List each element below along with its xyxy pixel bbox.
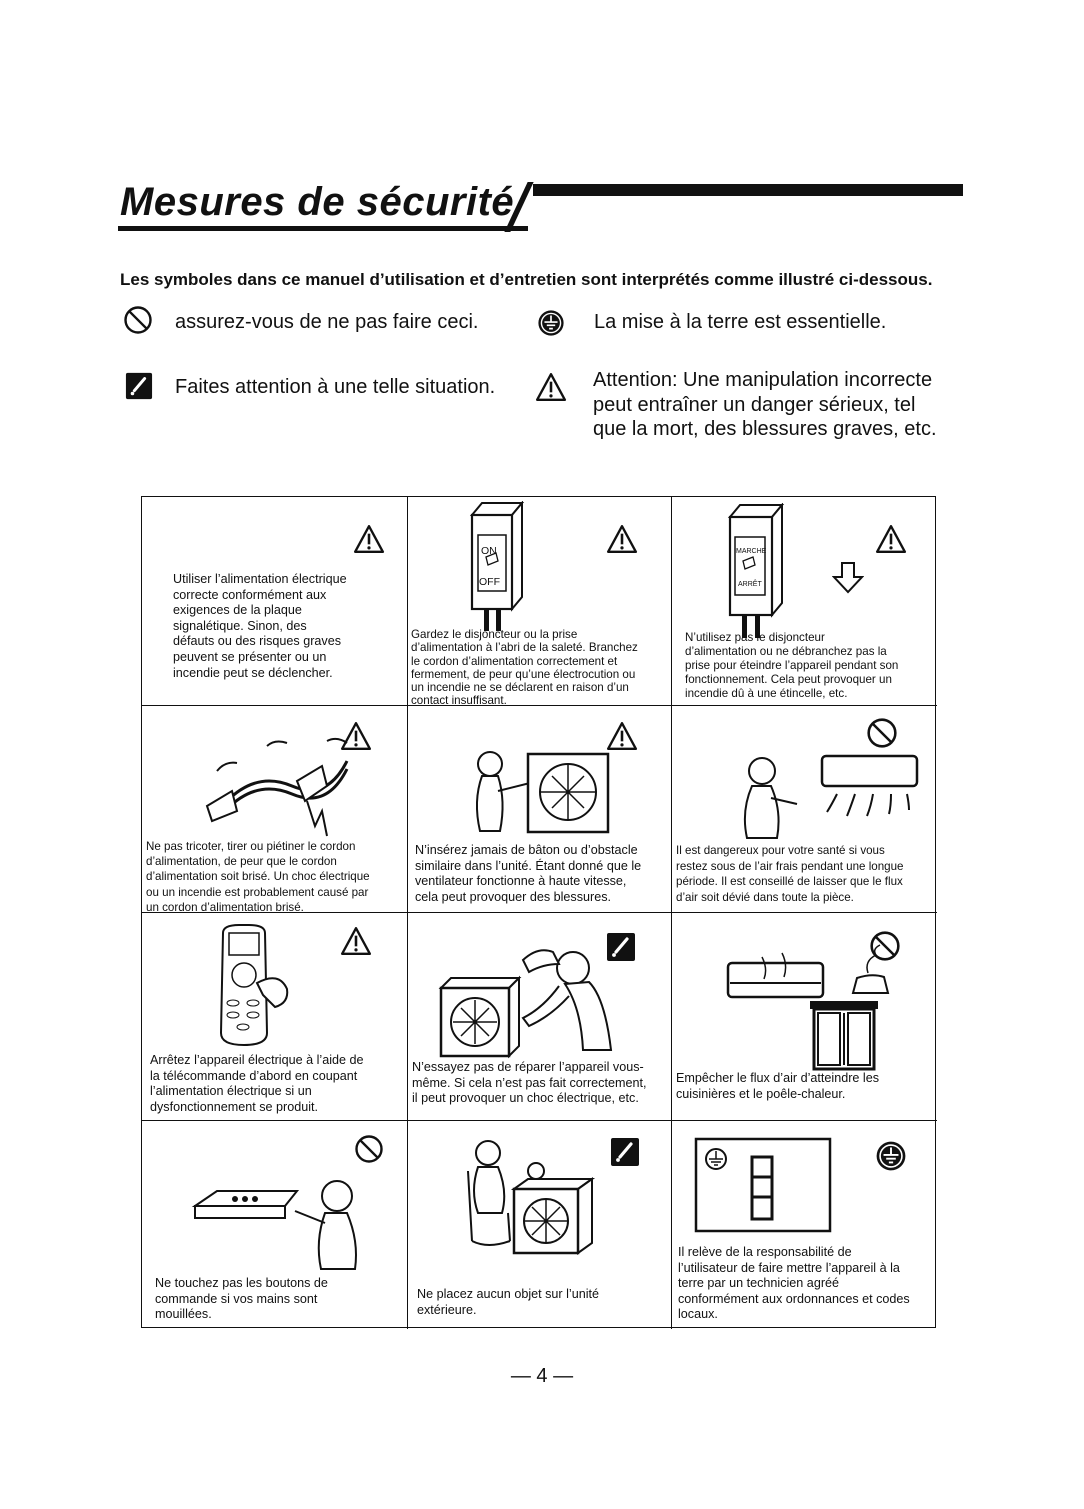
- safety-cell-grounding: [672, 1121, 937, 1329]
- cell-caption: Gardez le disjoncteur ou la prise d’alimentation à l’abri de la saleté. Branchez le cordon d’alimentation correctement et fermement, de peur qu’une électrocution ou un incendie ne se déclarent en raison d’un contact insuffisant.: [411, 628, 638, 706]
- repair-person-illustration: [433, 938, 613, 1063]
- grid-divider: [671, 497, 672, 1329]
- warning-icon: [875, 524, 907, 554]
- down-arrow-icon: [832, 561, 864, 595]
- grid-divider: [407, 497, 408, 1329]
- remote-control-illustration: [217, 923, 297, 1048]
- arret-label: ARRÊT: [738, 581, 762, 588]
- caution-icon: [125, 372, 153, 400]
- title-bar: [533, 184, 963, 196]
- broken-cord-illustration: [197, 731, 357, 841]
- cell-caption: Empêcher le flux d’air d’atteindre les cuisinières et le poêle-chaleur.: [676, 1071, 880, 1101]
- child-on-outdoor-unit-illustration: [458, 1131, 598, 1261]
- cell-caption: Ne pas tricoter, tirer ou piétiner le cordon d’alimentation, de peur que le cordon d’alimentation soit brisé. Un choc électrique ou un incendie est probablement causé par un cordon d’alimentation brisé.: [146, 840, 370, 913]
- marche-label: MARCHE: [736, 548, 767, 555]
- breaker-switch-illustration: [464, 501, 534, 631]
- child-air-conditioner-illustration: [737, 746, 922, 841]
- safety-cell-remote-off: [142, 913, 408, 1121]
- breaker-switch-illustration: [722, 503, 792, 638]
- safety-cell-cold-air: [672, 706, 937, 913]
- child-outdoor-unit-illustration: [468, 746, 618, 841]
- title-underline: [118, 226, 528, 231]
- warning-icon: [535, 372, 567, 402]
- cell-caption: Utiliser l’alimentation électrique correcte conformément aux exigences de la plaque signalétique. Sinon, des défauts ou des risques graves peuvent se présenter ou un incendie peut se déclencher.: [173, 572, 347, 680]
- safety-grid: [141, 496, 936, 1328]
- safety-cell-cord: [142, 706, 408, 913]
- cell-caption: Il est dangereux pour votre santé si vous restez sous de l’air frais pendant une longue période. Il est conseillé de laisser que le flux d’air soit dévié dans toute la pièce.: [676, 844, 904, 904]
- warning-icon: [606, 524, 638, 554]
- page-number: — 4 —: [510, 1365, 574, 1387]
- legend-warning-line-1: Attention: Une manipulation incorrecte: [593, 369, 933, 391]
- cell-caption: Ne touchez pas les boutons de commande si vos mains sont mouillées.: [155, 1276, 328, 1322]
- page-title: Mesures de sécurité: [120, 180, 515, 224]
- cell-caption: N’utilisez pas le disjoncteur d’alimentation ou ne débranchez pas la prise pour éteindre l’appareil pendant son fonctionnement. Cela peut provoquer un incendie dû à une étincelle, etc.: [685, 631, 899, 701]
- warning-icon: [340, 926, 372, 956]
- cell-caption: N’essayez pas de réparer l’appareil vous- même. Si cela n’est pas fait correctement, il peut provoquer un choc électrique, etc.: [412, 1060, 647, 1106]
- cell-caption: Il relève de la responsabilité de l’utilisateur de faire mettre l’appareil à la terre par un technicien agréé conformément aux ordonnances et codes locaux.: [678, 1245, 910, 1322]
- legend-prohibit-label: assurez-vous de ne pas faire ceci.: [175, 311, 479, 333]
- caution-icon: [610, 1137, 640, 1167]
- stove-air-conditioner-illustration: [722, 943, 917, 1071]
- safety-cell-stove: [672, 913, 937, 1121]
- prohibit-icon: [123, 305, 153, 335]
- safety-cell-breaker-use: [672, 497, 937, 706]
- page-title-block: [118, 176, 968, 236]
- child-control-panel-illustration: [187, 1161, 377, 1276]
- legend-warning-line-3: que la mort, des blessures graves, etc.: [593, 418, 937, 440]
- legend-caution-label: Faites attention à une telle situation.: [175, 376, 496, 398]
- off-label: OFF: [479, 576, 500, 588]
- legend-warning-line-2: peut entraîner un danger sérieux, tel: [593, 394, 916, 416]
- safety-cell-no-repair: [408, 913, 672, 1121]
- prohibit-icon: [354, 1134, 384, 1164]
- cell-caption: Ne placez aucun objet sur l’unité extérieure.: [417, 1287, 600, 1317]
- cell-caption: N’insérez jamais de bâton ou d’obstacle similaire dans l’unité. Étant donné que le ventilateur fonctionne à haute vitesse, cela peut provoquer des blessures.: [415, 843, 642, 904]
- safety-cell-no-object: [408, 1121, 672, 1329]
- safety-cell-power-supply: [142, 497, 408, 706]
- safety-cell-breaker-clean: [408, 497, 672, 706]
- legend-ground-label: La mise à la terre est essentielle.: [594, 311, 887, 333]
- intro-text: Les symboles dans ce manuel d’utilisation et d’entretien sont interprétés comme illustré ci-dessous.: [120, 270, 933, 289]
- prohibit-icon: [866, 717, 898, 749]
- safety-cell-wet-hands: [142, 1121, 408, 1329]
- safety-cell-no-insert: [408, 706, 672, 913]
- ground-icon: [537, 309, 565, 337]
- on-label: ON: [481, 545, 497, 557]
- ground-icon: [875, 1140, 907, 1172]
- warning-icon: [353, 524, 385, 554]
- cell-caption: Arrêtez l’appareil électrique à l’aide de la télécommande d’abord en coupant l’alimentation électrique si un dysfonctionnement se produit.: [150, 1053, 364, 1114]
- grounded-panel-illustration: [694, 1137, 834, 1233]
